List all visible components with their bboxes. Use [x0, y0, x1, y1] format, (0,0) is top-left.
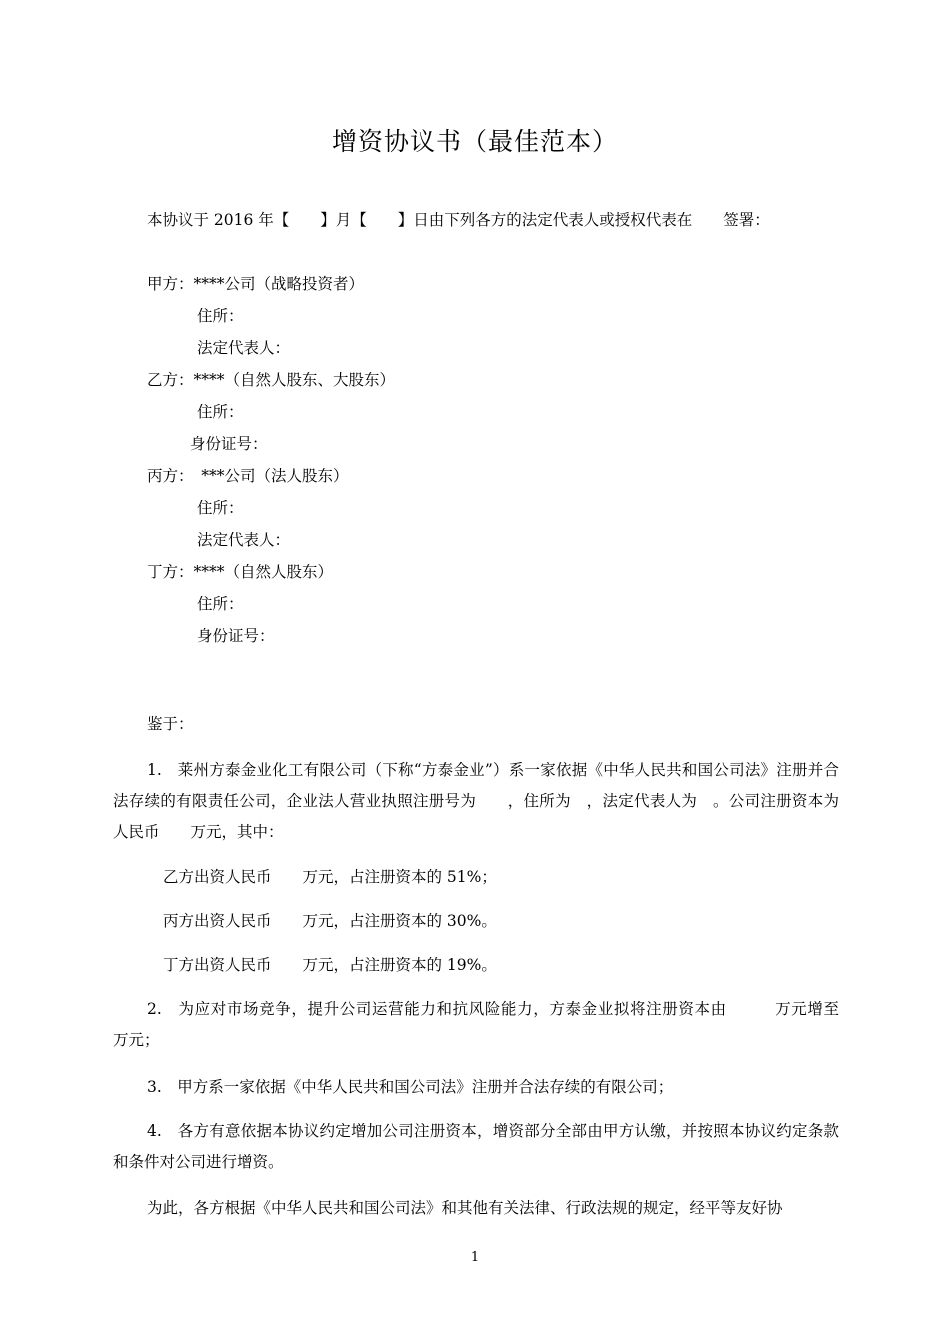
- clause-1: 1. 莱州方泰金业化工有限公司（下称“方泰金业”）系一家依据《中华人民共和国公司法》注册并合法存续的有限责任公司，企业法人营业执照注册号为 ，住所为 ，法定代表人为 。公司注册资本为人民币 万元，其中：: [113, 761, 839, 841]
- party-bing-address: 住所：: [197, 499, 244, 517]
- party-yi-address: 住所：: [197, 403, 244, 421]
- party-ding-id: 身份证号：: [197, 627, 275, 645]
- whereas-label: 鉴于：: [147, 715, 194, 733]
- party-bing-representative: 法定代表人：: [197, 531, 291, 549]
- intro-line: 本协议于 2016 年【 】月【 】日由下列各方的法定代表人或授权代表在 签署：: [147, 211, 770, 229]
- page-number: 1: [470, 1250, 480, 1265]
- party-ding: 丁方：****（自然人股东）: [147, 563, 334, 581]
- party-jia-representative: 法定代表人：: [197, 339, 291, 357]
- party-jia: 甲方：****公司（战略投资者）: [147, 275, 365, 293]
- clause-4: 4. 各方有意依据本协议约定增加公司注册资本，增资部分全部由甲方认缴，并按照本协议约定条款和条件对公司进行增资。: [113, 1122, 839, 1171]
- clause-2: 2. 为应对市场竞争，提升公司运营能力和抗风险能力，方泰金业拟将注册资本由 万元增至 万元；: [113, 1000, 886, 1049]
- closing-paragraph: 为此，各方根据《中华人民共和国公司法》和其他有关法律、行政法规的规定，经平等友好协: [147, 1199, 783, 1217]
- clause-3: 3. 甲方系一家依据《中华人民共和国公司法》注册并合法存续的有限公司；: [147, 1078, 674, 1096]
- clause-1-yi-share: 乙方出资人民币 万元，占注册资本的 51%；: [163, 868, 497, 886]
- party-ding-address: 住所：: [197, 595, 244, 613]
- party-yi: 乙方：****（自然人股东、大股东）: [147, 371, 396, 389]
- clause-1-bing-share: 丙方出资人民币 万元，占注册资本的 30%。: [163, 912, 497, 930]
- clause-1-ding-share: 丁方出资人民币 万元，占注册资本的 19%。: [163, 956, 497, 974]
- party-bing: 丙方： ***公司（法人股东）: [147, 467, 349, 485]
- party-jia-address: 住所：: [197, 307, 244, 325]
- party-yi-id: 身份证号：: [190, 435, 268, 453]
- document-title: 增资协议书（最佳范本）: [331, 127, 618, 156]
